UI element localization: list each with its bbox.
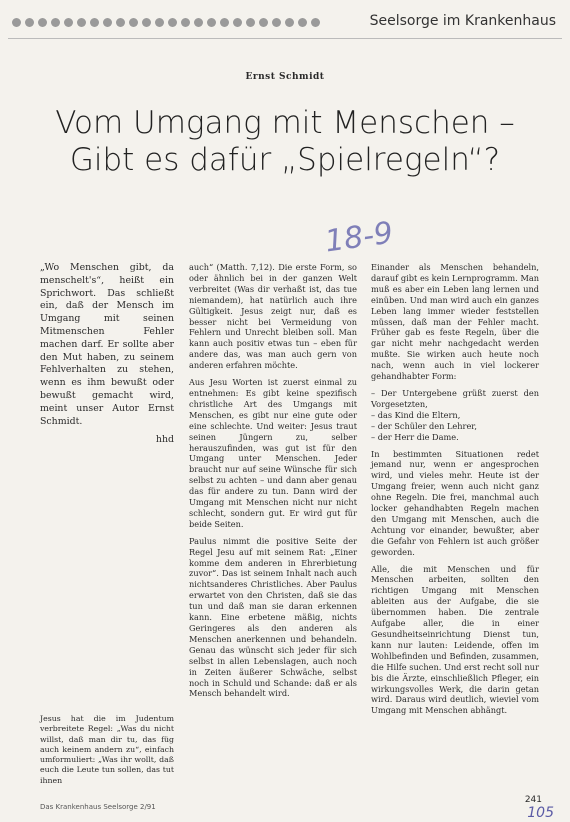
list-item: – das Kind die Eltern,	[371, 410, 539, 421]
dot-icon	[207, 18, 216, 27]
paragraph: Einander als Menschen behandeln, darauf gibt es kein Lernprogramm. Man muß es aber ein Leben lang lernen und einüben. Und man wird auch ein ganzes Leben lang immer wieder feststellen müssen, daß man der Fehler macht. Früher gab es feste Regeln, über die gar nicht mehr nachgedacht werden mußte. Sie wirken auch heute noch nach, wenn auch in viel lockerer gehandhabter Form:	[371, 262, 539, 382]
dot-icon	[90, 18, 99, 27]
dot-icon	[129, 18, 138, 27]
header-band	[8, 8, 562, 38]
lede-signature: hhd	[155, 434, 174, 446]
dot-icon	[272, 18, 281, 27]
lede-text: „Wo Menschen gibt, da menschelt's“, heißt ein Sprichwort. Das schließt ein, daß der Mensch im Umgang mit seinen Mitmenschen Fehler machen darf. Er sollte aber den Mut haben, zu seinem Fehlverhalten zu stehen, wenn es ihm bewußt oder bewußt gemacht wird, meint unser Autor Ernst Schmidt.	[40, 262, 174, 427]
dot-icon	[285, 18, 294, 27]
title-line-2: Gibt es dafür „Spielregeln“?	[69, 142, 501, 178]
paragraph: auch“ (Matth. 7,12). Die erste Form, so oder ähnlich bei in der ganzen Welt verbreitet (Was dir verhaßt ist, das tue niemandem), hat natürlich auch ihre Gültigkeit. Jesus zeigt nur, daß es besser nicht bei Vermeidung von Fehlern und Unrecht bleiben soll. Man kann auch positiv etwas tun – eben für andere das, was man auch gern von anderen erfahren möchte.	[189, 262, 357, 371]
dot-icon	[116, 18, 125, 27]
dot-icon	[77, 18, 86, 27]
body-column-2	[189, 262, 357, 705]
dot-icon	[51, 18, 60, 27]
title-line-1: Vom Umgang mit Menschen –	[55, 105, 515, 141]
lede-column	[40, 262, 174, 453]
handwritten-note: 18-9	[322, 215, 396, 260]
dot-icon	[155, 18, 164, 27]
dot-icon	[220, 18, 229, 27]
paragraph: Aus Jesu Worten ist zuerst einmal zu entnehmen: Es gibt keine spezifisch christliche Art des Umgangs mit Menschen, es gibt nur eine gute oder eine schlechte. Und weiter: Jesus traut seinen Jüngern zu, selber herauszufinden, was gut ist für den Umgang unter Menschen. Jeder braucht nur auf seine Wünsche für sich selbst zu achten – und dann aber genau das für andere zu tun. Dann wird der Umgang mit Menschen nicht nur nicht schlecht, sondern gut. Er wird gut für beide Seiten.	[189, 377, 357, 529]
dot-icon	[181, 18, 190, 27]
list-item: – Der Untergebene grüßt zuerst den Vorgesetzten,	[371, 388, 539, 410]
dot-icon	[25, 18, 34, 27]
dot-icon	[298, 18, 307, 27]
paragraph: Paulus nimmt die positive Seite der Regel Jesu auf mit seinem Rat: „Einer komme dem anderen in Ehrerbietung zuvor“. Das ist seinem Inhalt nach auch nichtsanderes Christliches. Aber Paulus erwartet von den Christen, daß sie das tun und daß man sie daran erkennen kann. Eine erbetene mäßig, nichts Geringeres als den anderen als Menschen anerkennen und behandeln. Genau das wünscht sich jeder für sich selbst in allen Lebenslagen, auch noch in Zeiten äußerer Schwäche, selbst noch in Schuld und Schande: daß er als Mensch behandelt wird.	[189, 535, 357, 699]
dot-icon	[12, 18, 21, 27]
dot-icon	[38, 18, 47, 27]
footer-handwritten-number: 105	[527, 805, 554, 821]
list-item: – der Schüler den Lehrer,	[371, 421, 539, 432]
paragraph: In bestimmten Situationen redet jemand nur, wenn er angesprochen wird, und vieles mehr. Heute ist der Umgang freier, wenn auch nicht ganz ohne Regeln. Die frei, manchmal auch locker gehandhabten Regeln machen den Umgang mit Menschen, auch die Achtung vor einander, bewußter, aber die Gefahr von Fehlern ist auch größer geworden.	[371, 448, 539, 557]
dot-icon	[64, 18, 73, 27]
dot-icon	[233, 18, 242, 27]
body-column-3	[371, 262, 539, 722]
article-author: Ernst Schmidt	[245, 72, 325, 82]
footnote-box	[40, 714, 174, 792]
section-rubric: Seelsorge im Krankenhaus	[369, 13, 556, 29]
paragraph: Alle, die mit Menschen und für Menschen arbeiten, sollten den richtigen Umgang mit Menschen ableiten aus der Aufgabe, die sie übernommen haben. Die zentrale Aufgabe aller, die in einer Gesundheitseinrichtung Dienst tun, kann nur lauten: Leidende, offen im Wohlbefinden und Befinden, zusammen, die Hilfe suchen. Und erst recht soll nur bis die Ärzte, einschließlich Pfleger, ein wirkungsvolles Werk, die darin getan wird. Daraus wird deutlich, wieviel vom Umgang mit Menschen abhängt.	[371, 563, 539, 716]
rules-list	[371, 388, 539, 443]
page-number: 241	[524, 795, 542, 805]
dot-icon	[168, 18, 177, 27]
article-title	[0, 105, 570, 179]
dot-icon	[246, 18, 255, 27]
dot-icon	[103, 18, 112, 27]
dot-icon	[259, 18, 268, 27]
footer-journal: Das Krankenhaus Seelsorge 2/91	[40, 803, 156, 811]
dot-icon	[194, 18, 203, 27]
decorative-dots	[12, 18, 320, 27]
footnote-text: Jesus hat die im Judentum verbreitete Regel: „Was du nicht willst, daß man dir tu, das füg auch keinem andern zu“, einfach umformuliert: „Was ihr wollt, daß euch die Leute tun sollen, das tut ihnen	[40, 714, 174, 785]
list-item: – der Herr die Dame.	[371, 432, 539, 443]
dot-icon	[311, 18, 320, 27]
header-rule	[8, 38, 562, 39]
dot-icon	[142, 18, 151, 27]
